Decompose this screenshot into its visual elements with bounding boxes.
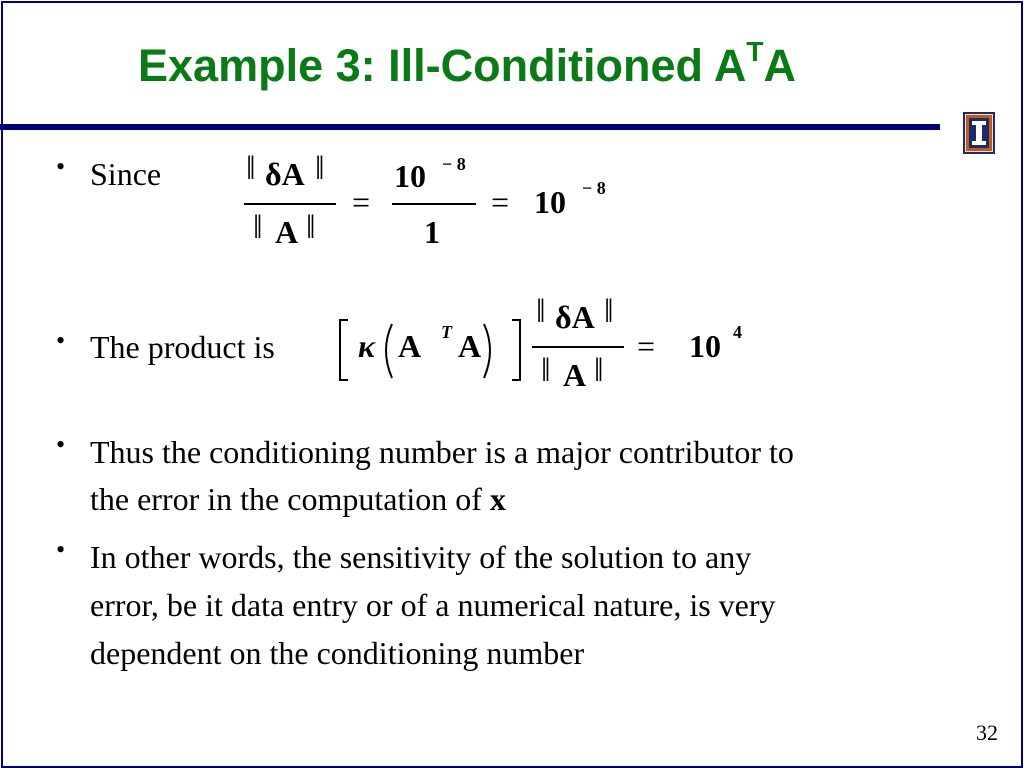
fraction-numerator: δA (265, 156, 305, 192)
equals-sign: = (637, 328, 656, 364)
fraction-denominator: A (275, 214, 299, 250)
bullet-text-line: the error in the computation of x (90, 481, 506, 517)
bullet-marker: • (56, 326, 66, 355)
transpose-superscript: T (441, 322, 452, 342)
equals-sign: = (491, 184, 510, 220)
norm-bars: ‖ (536, 293, 546, 330)
matrix-a: A (458, 328, 482, 364)
bullet-text-product: The product is (90, 329, 275, 365)
matrix-a: A (398, 328, 422, 364)
norm-bars: ‖ (253, 209, 263, 246)
exponent: − 8 (442, 154, 466, 174)
bullet-text-line: In other words, the sensitivity of the solution to any (90, 539, 752, 575)
bullet-text-line: error, be it data entry or of a numerical nature, is very (90, 587, 776, 623)
exponent: − 8 (582, 178, 606, 198)
bullet-marker: • (56, 430, 66, 459)
bullet-marker: • (56, 535, 66, 564)
fraction-numerator: 10 (394, 158, 426, 194)
result-value: 10 (534, 184, 566, 220)
bullet-text-line: Thus the conditioning number is a major contributor to (90, 434, 794, 470)
fraction-line (532, 346, 624, 348)
norm-bars: ‖ (604, 293, 614, 330)
result-value: 10 (689, 328, 721, 364)
exponent: 4 (733, 322, 742, 342)
norm-bars: ‖ (306, 209, 316, 246)
fraction-line (244, 203, 336, 205)
fraction-denominator: A (563, 357, 587, 393)
fraction-numerator: δA (555, 299, 595, 335)
bullet-marker: • (56, 152, 66, 181)
fraction-denominator: 1 (424, 214, 440, 250)
kappa-symbol: κ (358, 328, 375, 364)
page-number: 32 (976, 720, 998, 745)
norm-bars: ‖ (315, 150, 325, 187)
title-rule (0, 124, 940, 130)
slide-title: Example 3: Ill-Conditioned $A^TA$ (138, 36, 796, 91)
fraction-line (392, 203, 476, 205)
norm-bars: ‖ (246, 150, 256, 187)
norm-bars: ‖ (594, 352, 604, 389)
equals-sign: = (352, 184, 371, 220)
bullet-text-since: Since (90, 156, 162, 192)
norm-bars: ‖ (541, 352, 551, 389)
bullet-text-line: dependent on the conditioning number (90, 635, 585, 671)
university-logo-icon (963, 112, 995, 154)
